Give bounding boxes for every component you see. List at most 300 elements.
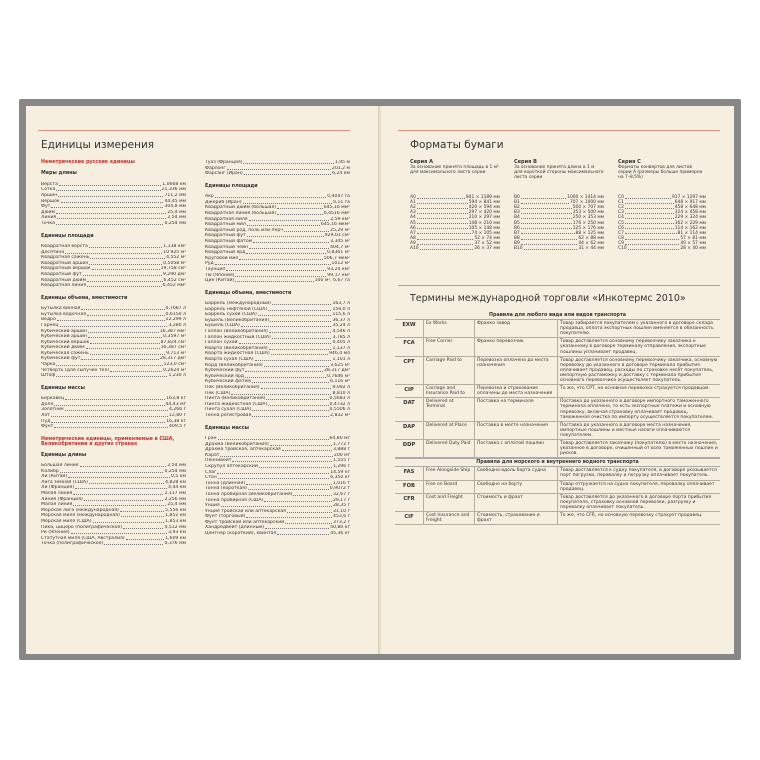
incoterm-row [395,338,720,356]
leader-dots [217,470,329,474]
unit-value: 115,6 л [332,312,350,318]
format-code: A1 [410,200,416,206]
unit-name: Карат [205,452,220,458]
leader-dots [239,340,332,344]
unit-value: 2,832 м³ [330,412,350,418]
incoterm-code: CPT [403,358,415,365]
unit-name: Стон [205,475,217,481]
unit-value: 3,93 км [168,530,186,536]
leader-dots [264,363,329,367]
incoterm-english: Delivered Duty Paid [423,440,474,457]
unit-name: Верста [41,181,58,187]
incoterm-description: Товар доставляется основному перевозчику заказчика к указанному в договоре терминалу отправления, экспортные пошлины уплачивает продавец. [557,338,720,355]
format-code: A4 [410,215,416,221]
unit-name: Сотка [41,187,56,193]
format-size: 648 × 917 мм [674,200,706,206]
format-code: B5 [514,220,520,226]
unit-name: Точка (полиграфическое) [41,541,104,547]
unit-name: Бутылка водочная [41,311,86,317]
col2-area-list [205,194,350,284]
format-row [618,246,706,251]
unit-name: Кубическая сажень [41,350,89,356]
leader-dots [417,226,468,230]
unit-name: Цин (Китай) [205,278,235,284]
leader-dots [266,396,328,400]
unit-value: 1,0668 км [162,181,186,187]
unit-name: Чарка [41,362,56,368]
length-list [41,182,186,227]
unit-name: Тонна пробирная (США) [205,497,264,503]
unit-value: 31,10 г [332,508,350,514]
unit-value: 1,101 л [332,357,350,363]
incoterm-code: CIP [404,387,414,394]
leader-dots [235,278,313,282]
unit-name: Квадратный фатом [205,238,253,244]
format-size: 500 × 707 мм [572,205,604,211]
leader-dots [218,436,329,440]
series-c-desc: Форматы конвертов для листов серии А (размеры больше примерно на 7–8,5%) [618,165,703,181]
series-a-name: Серия А [410,159,433,165]
leader-dots [625,210,674,214]
unit-name: Центнер (короткий), квинтал [205,531,277,537]
leader-dots [253,239,329,243]
unit-value: 645,16 мкм² [320,222,350,228]
unit-name: Малая линия [41,491,73,496]
leader-dots [625,226,674,230]
unit-value: 36,37 л [332,317,350,323]
unit-value: 645,16 мм² [323,205,350,211]
format-size: 210 × 297 мм [468,215,500,221]
format-code: C10 [618,246,627,252]
unit-name: Унция тройская или аптекарская [205,508,286,514]
leader-dots [625,236,679,240]
unit-value: 16,38 кг [166,418,186,424]
unit-value: 25,29 м² [330,227,350,233]
incoterm-description: Товар забирается покупателем с указанного в договоре склада продавца, оплата экспортных пошлин вменяется в обязанность покупателю. [557,320,720,337]
unit-value: 4,44 км [168,485,186,491]
unit-value: 6,452 см² [163,277,186,283]
leader-dots [65,250,162,254]
incoterm-english: Cost and Freight [423,494,474,511]
leader-dots [268,402,328,406]
leader-dots [87,283,162,287]
incoterm-row [395,481,720,494]
group1-header: Правила для любого вида или видов транспорта [395,312,720,320]
units-col-2 [205,160,350,537]
leader-dots [120,508,164,512]
unit-value: 2,256 мм [164,496,186,502]
unit-name: Квадратный ярд [205,250,246,256]
leader-dots [235,273,326,277]
leader-dots [282,447,332,451]
unit-value: 100 м², 6,67 га [314,278,350,284]
unit-name: Кубический дюйм [41,345,85,351]
leader-dots [417,221,468,225]
unit-value: 1,137 л [332,345,350,351]
leader-dots [246,481,332,485]
format-code: C1 [618,200,624,206]
unit-value: 44,43 мг [165,401,186,407]
leader-dots [285,520,332,524]
unit-value: 16,387 мм³ [159,328,186,334]
incoterm-row [395,385,720,398]
leader-dots [270,442,332,446]
unit-value: 0,7687 л [165,306,186,312]
incoterm-code: CIF [404,514,414,520]
format-size: 594 × 841 мм [468,200,500,206]
leader-dots [521,215,572,219]
leader-dots [59,182,161,186]
unit-value: 28,317 дм³ [159,356,186,362]
incoterm-code: FOB [403,482,415,489]
unit-name: Пинта сухая (США) [205,407,252,413]
unit-name: Бушель (Великобритания) [205,317,270,323]
incoterm-english: Delivered at Terminal [423,398,474,420]
incoterm-description: То же, что CPT, но основная перевозка страхуется продавцом. [557,385,720,397]
unit-value: 1012 м² [331,261,350,267]
leader-dots [231,391,331,395]
unit-value: 44,45 мм [164,198,186,204]
unit-value: 2,54 мм [167,463,186,469]
leader-dots [417,200,468,204]
leader-dots [88,329,159,333]
incoterm-english: Cost Insurance and Freight [423,512,474,524]
format-size: 31 × 44 мм [578,246,604,252]
length-header: Меры длины [41,171,77,177]
unit-name: Кубический ярд [205,373,244,379]
unit-value: 19,758 см² [160,266,186,272]
unit-value: 163,8 кг [166,396,186,402]
leader-dots [268,307,331,311]
leader-dots [215,194,326,198]
unit-value: 304,8 мм [164,204,186,210]
unit-name: Унция [205,503,220,509]
leader-dots [521,226,572,230]
leader-dots [417,195,465,199]
unit-name: Пинта (Великобритания) [205,396,266,402]
unit-name: Баррель нефтяной (США) [205,306,268,312]
leader-dots [420,246,474,250]
unit-row [41,541,186,547]
format-row [514,246,604,251]
unit-value: 10 925 м² [163,249,186,255]
unit-name: Линия (Франция) [41,496,83,502]
right-header-rule [398,130,720,131]
unit-name: Драхма тройская, аптекарская [205,447,281,453]
unit-value: 9,290 дм² [162,271,186,277]
incoterm-code: DAT [403,400,415,407]
unit-value: 4,552 м² [166,255,186,261]
unit-name: Кубический фут [205,368,245,374]
leader-dots [54,402,164,406]
col2-top-list [205,160,350,177]
unit-value: 6,350 кг [330,475,350,481]
format-size: 81 × 114 мм [677,230,706,236]
leader-dots [521,195,566,199]
unit-name: Морская миля (США) [41,518,92,524]
unit-value: 99,17 км² [327,272,350,278]
leader-dots [264,498,332,502]
group2-rows [395,467,720,525]
unit-name: Большая линия [41,463,79,469]
units-title: Единицы измерения [41,139,155,151]
leader-dots [252,407,328,411]
leader-dots [83,272,162,276]
unit-name: Тонна (короткая) [205,486,247,492]
format-code: B2 [514,205,520,211]
unit-name: Линия [41,215,57,221]
unit-name: Кварта сухая (США) [205,357,254,363]
unit-value: 3,888 г [332,447,350,453]
leader-dots [90,255,165,259]
unit-value: 29,17 г [332,497,350,503]
leader-dots [54,424,168,428]
unit-name: Кубический аршин [41,334,87,340]
leader-dots [89,480,164,484]
col2-volume-header: Единицы объема, вместимости [205,290,292,296]
leader-dots [249,217,330,221]
unit-name: Лот [41,413,50,419]
unit-value: 28,35 г [332,503,350,509]
unit-name: Галлон жидкостный (США) [205,334,271,340]
incoterm-code: FAS [403,469,415,476]
format-size: 62 × 88 мм [578,235,604,241]
unit-name: Пуд [41,418,51,424]
unit-value: 0,9072 т [329,486,350,492]
format-size: 229 × 324 мм [674,215,706,221]
unit-name: Тонна (длинная) [205,480,246,486]
unit-value: 35,24 л [332,323,350,329]
incoterm-row [395,320,720,338]
leader-dots [73,502,166,506]
unit-name: Джериб (Иран) [205,199,242,205]
format-size: 26 × 37 мм [474,246,500,252]
incoterm-row [395,422,720,440]
unit-name: Доля [41,401,54,407]
incoterm-russian: Поставка с оплатой пошлин [474,440,557,457]
unit-name: Гарнец [41,322,59,328]
leader-dots [218,475,329,479]
foreign-length-header: Единицы длины [41,452,87,458]
format-code: C2 [618,205,624,211]
leader-dots [261,385,332,389]
incoterm-row [395,512,720,525]
incoterm-english: Carriage and Insurance Paid to [423,385,474,397]
leader-dots [521,241,578,245]
incoterm-row [395,467,720,480]
unit-value: 0,254 мм [164,468,186,474]
leader-dots [246,514,332,518]
series-a [410,160,500,251]
leader-dots [56,373,167,377]
volume-list [41,306,186,379]
leader-dots [521,231,575,235]
unit-value: 3,280 л [168,322,186,328]
volume-header: Единицы объема, вместимости [41,295,128,301]
leader-dots [71,530,168,534]
leader-dots [68,474,170,478]
unit-name: Кубический аршин [41,328,87,334]
unit-value: 9,092 л [332,385,350,390]
unit-name: Драхма (Великобритания) [205,441,269,447]
unit-value: 4,405 л [332,340,350,346]
format-code: B4 [514,215,520,221]
leader-dots [226,267,326,271]
format-code: A0 [410,195,416,201]
leader-dots [243,200,333,204]
unit-value: 0,11 га [333,199,350,205]
incoterm-description: То же, что CFR, но основную перевозку страхует продавец. [557,512,720,524]
leader-dots [61,199,164,203]
incoterm-russian: Поставка на терминале [474,398,557,420]
leader-dots [625,200,674,204]
format-code: B1 [514,200,520,206]
leader-dots [123,525,163,529]
format-code: B10 [514,246,523,252]
leader-dots [521,236,578,240]
unit-name: Квадратная верста [41,243,88,249]
unit-name: Акр [205,194,214,200]
leader-dots [277,211,322,215]
unit-value: 0,6150 л [165,311,186,317]
unit-name: Четверть (для сыпучих тел) [41,367,110,373]
unit-value: 50,80 кг [330,525,350,531]
unit-name: Квадратный фут [205,233,246,239]
unit-value: 0,7646 м³ [327,373,350,379]
unit-name: Пика, цицеро (полиграфическое) [41,524,123,530]
unit-value: 4,546 л [332,329,350,335]
incoterm-english: Free on Board [423,481,474,493]
unit-value: 3,785 л [332,334,350,340]
leader-dots [227,166,331,170]
leader-dots [81,356,159,360]
unit-value: 2,54 мм [167,215,186,221]
incoterm-description: Товар доставляется заказчику (покупателю) в место назначения, указанное в договоре, очищенный от всех таможенных пошлин и рисков. [557,440,720,457]
unit-name: Гран [205,435,217,441]
incoterm-code: DDP [402,441,416,448]
leader-dots [57,215,166,219]
unit-value: 1,555 г [332,458,350,464]
leader-dots [220,453,332,457]
leader-dots [249,245,329,249]
format-code: B8 [514,235,520,241]
incoterm-english: Free Carrier [423,338,474,355]
format-size: 353 × 500 мм [572,210,604,216]
unit-name: Квадратная линия [41,283,87,289]
unit-value: 21,336 мм [161,187,186,193]
incoterm-russian: Франко перевозчик [474,338,557,355]
format-size: 148 × 210 мм [468,220,500,226]
unit-name: Морская лига (международная) [41,507,119,513]
leader-dots [244,171,331,175]
leader-dots [65,396,165,400]
col2-mass-header: Единицы массы [205,425,249,431]
leader-dots [75,485,167,489]
incoterm-code: FCA [403,340,415,347]
unit-name: Штоф [41,373,56,379]
unit-value: 0,5058 м² [163,260,186,266]
unit-value: 0,8361 м² [327,250,350,256]
leader-dots [90,351,165,355]
leader-dots [89,244,162,248]
format-size: 841 × 1189 мм [465,195,500,201]
unit-name: Фут [41,204,51,210]
unit-name: Тонна регистровая [205,412,252,418]
unit-name: Малая линия [41,502,73,508]
incoterm-russian: Свободно на борту [474,481,557,493]
format-size: 40 × 57 мм [680,240,706,246]
leader-dots [628,246,680,250]
format-size: 28 × 40 мм [680,246,706,252]
incoterm-description: Товар доставляется к судну покупателя, в договоре указывается порт погрузки, перевалку и погрузку оплачивает покупатель. [557,467,720,479]
format-code: B6 [514,225,520,231]
incoterm-description: Товар отгружается на судно покупателя, перевалку оплачивает продавец. [557,481,720,493]
leader-dots [417,236,474,240]
incoterm-english: Free Alongside Ship [423,467,474,479]
leader-dots [417,241,474,245]
unit-value: 1,016 т [332,480,350,486]
leader-dots [58,193,163,197]
unit-name: Квадратный дюйм (большая) [205,205,277,211]
unit-value: 6,452 мм² [162,283,186,289]
format-size: 44 × 62 мм [578,240,604,246]
leader-dots [259,464,332,468]
units-col-1 [41,160,186,547]
incoterm-english: Ex Works [423,320,474,337]
russian-units-header: Неметрические русские единицы [41,160,135,165]
format-size: 458 × 648 мм [674,205,706,211]
unit-name: Слаг [205,469,217,475]
leader-dots [625,215,674,219]
unit-value: 25,4 мм [167,209,186,215]
leader-dots [293,492,332,496]
unit-value: 3,345 м² [330,238,350,244]
unit-value: 9,713 м³ [166,350,186,356]
leader-dots [86,345,160,349]
incoterm-russian: Перевозка и страхование оплачены до места назначения [474,385,557,397]
incoterm-description: Поставка до указанного в договоре места назначения, импортные пошлины и местные налоги оплачиваются покупателем. [557,422,720,439]
format-size: 297 × 420 мм [468,210,500,216]
unit-value: 1,609 км [165,535,186,541]
format-code: B7 [514,230,520,236]
incoterm-russian: Перевозка оплачена до места назначения [474,357,557,384]
format-size: 52 × 74 мм [474,235,500,241]
leader-dots [65,407,168,411]
unit-name: Лига земная (США) [41,479,88,485]
leader-dots [252,379,329,383]
format-code: B3 [514,210,520,216]
unit-name: Тонна пробирная (Великобритания) [205,491,293,497]
leader-dots [87,312,165,316]
unit-name: Квадратный вершок [41,266,91,272]
format-size: 707 × 1000 мм [569,200,604,206]
format-size: 420 × 594 мм [468,205,500,211]
unit-value: 159,0 л [332,306,350,312]
leader-dots [110,368,162,372]
series-c-name: Серия С [618,159,641,165]
unit-name: Хандредвейт (длинный) [205,525,265,531]
series-c-rows [618,195,706,251]
leader-dots [521,205,572,209]
unit-name: Квадратный мил [205,222,246,228]
leader-dots [245,368,323,372]
unit-value: 32,67 г [332,491,350,497]
incoterm-row [395,440,720,458]
leader-dots [81,306,164,310]
series-b [514,160,604,251]
incoterm-russian: Стоимость, страхование и фрахт [474,512,557,524]
unit-name: Квадратная сажень [41,255,90,261]
